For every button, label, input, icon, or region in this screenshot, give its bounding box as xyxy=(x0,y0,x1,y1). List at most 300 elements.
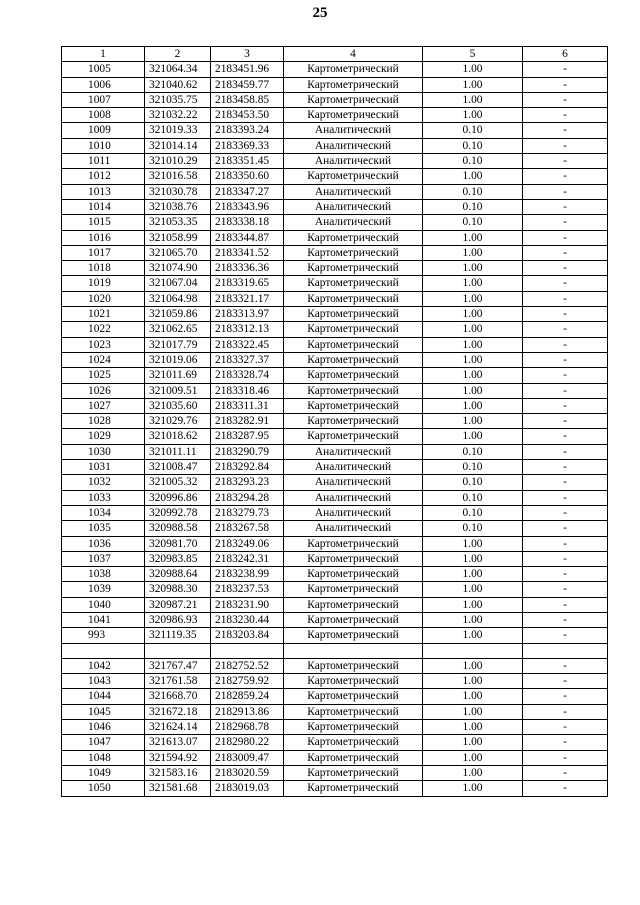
method-cell: Картометрический xyxy=(284,322,423,337)
note-cell: - xyxy=(523,352,608,367)
accuracy-cell: 1.00 xyxy=(423,781,523,796)
accuracy-cell: 1.00 xyxy=(423,368,523,383)
x-coordinate-cell: 321064.34 xyxy=(145,62,211,77)
x-coordinate-cell: 321029.76 xyxy=(145,414,211,429)
x-coordinate-cell: 321594.92 xyxy=(145,750,211,765)
note-cell: - xyxy=(523,368,608,383)
x-coordinate-cell: 321011.11 xyxy=(145,444,211,459)
table-row xyxy=(62,628,608,643)
method-cell: Картометрический xyxy=(284,368,423,383)
table-row xyxy=(62,704,608,719)
x-coordinate-cell: 321613.07 xyxy=(145,735,211,750)
x-coordinate-cell: 321064.98 xyxy=(145,291,211,306)
table-header xyxy=(62,47,608,62)
accuracy-cell: 1.00 xyxy=(423,750,523,765)
y-coordinate-cell: 2183287.95 xyxy=(211,429,284,444)
method-cell: Картометрический xyxy=(284,658,423,673)
note-cell: - xyxy=(523,154,608,169)
table-row xyxy=(62,505,608,520)
note-cell: - xyxy=(523,658,608,673)
point-number-cell: 1014 xyxy=(62,199,145,214)
table-row xyxy=(62,643,608,658)
point-number-cell: 1043 xyxy=(62,674,145,689)
accuracy-cell: 1.00 xyxy=(423,582,523,597)
x-coordinate-cell: 321581.68 xyxy=(145,781,211,796)
note-cell: - xyxy=(523,781,608,796)
point-number-cell: 1050 xyxy=(62,781,145,796)
x-coordinate-cell: 320988.64 xyxy=(145,567,211,582)
point-number-cell: 1007 xyxy=(62,92,145,107)
note-cell: - xyxy=(523,720,608,735)
table-row xyxy=(62,536,608,551)
accuracy-cell: 0.10 xyxy=(423,475,523,490)
point-number-cell: 1025 xyxy=(62,368,145,383)
table-row xyxy=(62,750,608,765)
table-body xyxy=(62,62,608,796)
method-cell: Картометрический xyxy=(284,77,423,92)
x-coordinate-cell: 321672.18 xyxy=(145,704,211,719)
table-row xyxy=(62,245,608,260)
note-cell: - xyxy=(523,77,608,92)
note-cell: - xyxy=(523,444,608,459)
table-row xyxy=(62,108,608,123)
method-cell: Аналитический xyxy=(284,490,423,505)
table-row xyxy=(62,199,608,214)
y-coordinate-cell: 2183294.28 xyxy=(211,490,284,505)
point-number-cell: 1029 xyxy=(62,429,145,444)
note-cell: - xyxy=(523,704,608,719)
accuracy-cell: 1.00 xyxy=(423,398,523,413)
accuracy-cell: 1.00 xyxy=(423,291,523,306)
point-number-cell: 1022 xyxy=(62,322,145,337)
method-cell: Аналитический xyxy=(284,138,423,153)
point-number-cell: 1027 xyxy=(62,398,145,413)
point-number-cell: 1032 xyxy=(62,475,145,490)
point-number-cell: 1018 xyxy=(62,261,145,276)
column-header: 5 xyxy=(423,47,523,62)
method-cell: Картометрический xyxy=(284,720,423,735)
note-cell: - xyxy=(523,184,608,199)
point-number-cell: 1047 xyxy=(62,735,145,750)
y-coordinate-cell: 2183292.84 xyxy=(211,460,284,475)
note-cell: - xyxy=(523,582,608,597)
point-number-cell: 1040 xyxy=(62,597,145,612)
note-cell: - xyxy=(523,199,608,214)
note-cell: - xyxy=(523,276,608,291)
point-number-cell: 1041 xyxy=(62,612,145,627)
x-coordinate-cell: 321053.35 xyxy=(145,215,211,230)
note-cell: - xyxy=(523,765,608,780)
point-number-cell: 1039 xyxy=(62,582,145,597)
y-coordinate-cell: 2183282.91 xyxy=(211,414,284,429)
x-coordinate-cell: 321035.60 xyxy=(145,398,211,413)
y-coordinate-cell: 2183344.87 xyxy=(211,230,284,245)
method-cell: Картометрический xyxy=(284,414,423,429)
y-coordinate-cell: 2182968.78 xyxy=(211,720,284,735)
y-coordinate-cell: 2183279.73 xyxy=(211,505,284,520)
point-number-cell: 993 xyxy=(62,628,145,643)
y-coordinate-cell: 2183009.47 xyxy=(211,750,284,765)
point-number-cell: 1038 xyxy=(62,567,145,582)
table-row xyxy=(62,123,608,138)
point-number-cell: 1036 xyxy=(62,536,145,551)
y-coordinate-cell: 2183319.65 xyxy=(211,276,284,291)
method-cell: Картометрический xyxy=(284,352,423,367)
table-row xyxy=(62,276,608,291)
method-cell: Картометрический xyxy=(284,230,423,245)
column-header: 2 xyxy=(145,47,211,62)
y-coordinate-cell: 2183203.84 xyxy=(211,628,284,643)
accuracy-cell: 1.00 xyxy=(423,567,523,582)
y-coordinate-cell: 2183249.06 xyxy=(211,536,284,551)
point-number-cell: 1030 xyxy=(62,444,145,459)
note-cell: - xyxy=(523,750,608,765)
method-cell: Картометрический xyxy=(284,108,423,123)
method-cell: Аналитический xyxy=(284,199,423,214)
accuracy-cell: 0.10 xyxy=(423,184,523,199)
point-number-cell: 1015 xyxy=(62,215,145,230)
x-coordinate-cell: 321008.47 xyxy=(145,460,211,475)
point-number-cell: 1010 xyxy=(62,138,145,153)
note-cell: - xyxy=(523,92,608,107)
point-number-cell: 1049 xyxy=(62,765,145,780)
point-number-cell: 1005 xyxy=(62,62,145,77)
y-coordinate-cell: 2183451.96 xyxy=(211,62,284,77)
note-cell: - xyxy=(523,230,608,245)
y-coordinate-cell: 2183350.60 xyxy=(211,169,284,184)
method-cell: Картометрический xyxy=(284,291,423,306)
table-row xyxy=(62,444,608,459)
note-cell: - xyxy=(523,245,608,260)
y-coordinate-cell: 2183369.33 xyxy=(211,138,284,153)
method-cell: Картометрический xyxy=(284,781,423,796)
x-coordinate-cell: 321009.51 xyxy=(145,383,211,398)
note-cell: - xyxy=(523,307,608,322)
note-cell: - xyxy=(523,322,608,337)
x-coordinate-cell: 320996.86 xyxy=(145,490,211,505)
note-cell: - xyxy=(523,567,608,582)
method-cell: Картометрический xyxy=(284,92,423,107)
note-cell: - xyxy=(523,475,608,490)
table-row xyxy=(62,735,608,750)
x-coordinate-cell: 321058.99 xyxy=(145,230,211,245)
x-coordinate-cell: 321010.29 xyxy=(145,154,211,169)
x-coordinate-cell: 320992.78 xyxy=(145,505,211,520)
accuracy-cell: 1.00 xyxy=(423,429,523,444)
column-header: 4 xyxy=(284,47,423,62)
accuracy-cell: 0.10 xyxy=(423,138,523,153)
x-coordinate-cell: 321119.35 xyxy=(145,628,211,643)
method-cell: Картометрический xyxy=(284,735,423,750)
table-row xyxy=(62,674,608,689)
accuracy-cell: 0.10 xyxy=(423,154,523,169)
y-coordinate-cell: 2183231.90 xyxy=(211,597,284,612)
method-cell: Картометрический xyxy=(284,750,423,765)
note-cell: - xyxy=(523,169,608,184)
y-coordinate-cell: 2182859.24 xyxy=(211,689,284,704)
method-cell: Картометрический xyxy=(284,398,423,413)
table-row xyxy=(62,307,608,322)
note-cell: - xyxy=(523,383,608,398)
table-row xyxy=(62,781,608,796)
x-coordinate-cell: 321761.58 xyxy=(145,674,211,689)
x-coordinate-cell: 321011.69 xyxy=(145,368,211,383)
method-cell: Картометрический xyxy=(284,261,423,276)
table-row xyxy=(62,475,608,490)
note-cell: - xyxy=(523,612,608,627)
point-number-cell: 1013 xyxy=(62,184,145,199)
method-cell: Картометрический xyxy=(284,612,423,627)
table-row xyxy=(62,383,608,398)
point-number-cell: 1045 xyxy=(62,704,145,719)
x-coordinate-cell: 321668.70 xyxy=(145,689,211,704)
x-coordinate-cell: 320988.58 xyxy=(145,521,211,536)
note-cell: - xyxy=(523,123,608,138)
note-cell: - xyxy=(523,108,608,123)
table-row xyxy=(62,138,608,153)
table-row xyxy=(62,567,608,582)
y-coordinate-cell: 2182913.86 xyxy=(211,704,284,719)
x-coordinate-cell: 320981.70 xyxy=(145,536,211,551)
note-cell: - xyxy=(523,398,608,413)
note-cell: - xyxy=(523,674,608,689)
accuracy-cell: 1.00 xyxy=(423,383,523,398)
accuracy-cell: 0.10 xyxy=(423,505,523,520)
table-row xyxy=(62,77,608,92)
x-coordinate-cell: 321019.06 xyxy=(145,352,211,367)
accuracy-cell: 1.00 xyxy=(423,352,523,367)
accuracy-cell: 1.00 xyxy=(423,720,523,735)
note-cell: - xyxy=(523,551,608,566)
point-number-cell: 1033 xyxy=(62,490,145,505)
table-row xyxy=(62,337,608,352)
point-number-cell: 1048 xyxy=(62,750,145,765)
accuracy-cell: 0.10 xyxy=(423,460,523,475)
method-cell: Аналитический xyxy=(284,123,423,138)
point-number-cell: 1023 xyxy=(62,337,145,352)
point-number-cell: 1021 xyxy=(62,307,145,322)
method-cell: Картометрический xyxy=(284,536,423,551)
point-number-cell: 1011 xyxy=(62,154,145,169)
method-cell: Картометрический xyxy=(284,689,423,704)
method-cell: Картометрический xyxy=(284,62,423,77)
x-coordinate-cell: 321624.14 xyxy=(145,720,211,735)
accuracy-cell: 1.00 xyxy=(423,414,523,429)
method-cell: Аналитический xyxy=(284,475,423,490)
x-coordinate-cell: 321065.70 xyxy=(145,245,211,260)
coordinates-table xyxy=(61,46,608,797)
table-row xyxy=(62,582,608,597)
note-cell: - xyxy=(523,414,608,429)
point-number-cell xyxy=(62,643,145,658)
y-coordinate-cell: 2183313.97 xyxy=(211,307,284,322)
note-cell: - xyxy=(523,261,608,276)
method-cell: Картометрический xyxy=(284,674,423,689)
accuracy-cell: 1.00 xyxy=(423,658,523,673)
x-coordinate-cell: 321030.78 xyxy=(145,184,211,199)
y-coordinate-cell: 2183351.45 xyxy=(211,154,284,169)
x-coordinate-cell: 321005.32 xyxy=(145,475,211,490)
accuracy-cell: 0.10 xyxy=(423,199,523,214)
note-cell: - xyxy=(523,291,608,306)
x-coordinate-cell: 321016.58 xyxy=(145,169,211,184)
method-cell: Картометрический xyxy=(284,276,423,291)
x-coordinate-cell: 320983.85 xyxy=(145,551,211,566)
x-coordinate-cell: 321067.04 xyxy=(145,276,211,291)
y-coordinate-cell: 2183311.31 xyxy=(211,398,284,413)
note-cell: - xyxy=(523,460,608,475)
method-cell xyxy=(284,643,423,658)
table-row xyxy=(62,658,608,673)
x-coordinate-cell: 321767.47 xyxy=(145,658,211,673)
x-coordinate-cell: 320987.21 xyxy=(145,597,211,612)
accuracy-cell: 1.00 xyxy=(423,261,523,276)
point-number-cell: 1019 xyxy=(62,276,145,291)
y-coordinate-cell: 2183322.45 xyxy=(211,337,284,352)
y-coordinate-cell: 2183318.46 xyxy=(211,383,284,398)
method-cell: Аналитический xyxy=(284,460,423,475)
accuracy-cell: 1.00 xyxy=(423,322,523,337)
table-row xyxy=(62,597,608,612)
point-number-cell: 1006 xyxy=(62,77,145,92)
method-cell: Картометрический xyxy=(284,567,423,582)
y-coordinate-cell: 2183459.77 xyxy=(211,77,284,92)
point-number-cell: 1031 xyxy=(62,460,145,475)
y-coordinate-cell: 2183338.18 xyxy=(211,215,284,230)
table-row xyxy=(62,689,608,704)
note-cell: - xyxy=(523,215,608,230)
table-row xyxy=(62,322,608,337)
y-coordinate-cell: 2183328.74 xyxy=(211,368,284,383)
x-coordinate-cell: 321583.16 xyxy=(145,765,211,780)
table-row xyxy=(62,261,608,276)
point-number-cell: 1024 xyxy=(62,352,145,367)
accuracy-cell: 1.00 xyxy=(423,276,523,291)
point-number-cell: 1034 xyxy=(62,505,145,520)
table-row xyxy=(62,352,608,367)
table-row xyxy=(62,368,608,383)
table-row xyxy=(62,551,608,566)
x-coordinate-cell: 320986.93 xyxy=(145,612,211,627)
accuracy-cell: 1.00 xyxy=(423,92,523,107)
y-coordinate-cell: 2183458.85 xyxy=(211,92,284,107)
point-number-cell: 1044 xyxy=(62,689,145,704)
note-cell: - xyxy=(523,689,608,704)
header-row xyxy=(62,47,608,62)
x-coordinate-cell: 321038.76 xyxy=(145,199,211,214)
point-number-cell: 1016 xyxy=(62,230,145,245)
method-cell: Аналитический xyxy=(284,521,423,536)
note-cell: - xyxy=(523,628,608,643)
y-coordinate-cell: 2183230.44 xyxy=(211,612,284,627)
note-cell: - xyxy=(523,138,608,153)
table-row xyxy=(62,720,608,735)
method-cell: Картометрический xyxy=(284,628,423,643)
accuracy-cell: 1.00 xyxy=(423,765,523,780)
note-cell: - xyxy=(523,597,608,612)
accuracy-cell: 0.10 xyxy=(423,444,523,459)
table-row xyxy=(62,230,608,245)
point-number-cell: 1035 xyxy=(62,521,145,536)
table-row xyxy=(62,460,608,475)
accuracy-cell: 1.00 xyxy=(423,628,523,643)
y-coordinate-cell: 2183020.59 xyxy=(211,765,284,780)
y-coordinate-cell: 2183293.23 xyxy=(211,475,284,490)
point-number-cell: 1008 xyxy=(62,108,145,123)
x-coordinate-cell: 321074.90 xyxy=(145,261,211,276)
note-cell xyxy=(523,643,608,658)
method-cell: Картометрический xyxy=(284,704,423,719)
note-cell: - xyxy=(523,536,608,551)
y-coordinate-cell: 2182980.22 xyxy=(211,735,284,750)
y-coordinate-cell: 2183019.03 xyxy=(211,781,284,796)
method-cell: Картометрический xyxy=(284,429,423,444)
table-row xyxy=(62,154,608,169)
note-cell: - xyxy=(523,429,608,444)
y-coordinate-cell: 2183312.13 xyxy=(211,322,284,337)
column-header: 1 xyxy=(62,47,145,62)
method-cell: Картометрический xyxy=(284,597,423,612)
y-coordinate-cell: 2183321.17 xyxy=(211,291,284,306)
page-number: 25 xyxy=(312,5,328,21)
note-cell: - xyxy=(523,521,608,536)
accuracy-cell: 1.00 xyxy=(423,735,523,750)
y-coordinate-cell: 2183336.36 xyxy=(211,261,284,276)
point-number-cell: 1037 xyxy=(62,551,145,566)
accuracy-cell: 1.00 xyxy=(423,551,523,566)
table-row xyxy=(62,612,608,627)
x-coordinate-cell: 321059.86 xyxy=(145,307,211,322)
method-cell: Аналитический xyxy=(284,184,423,199)
y-coordinate-cell: 2183393.24 xyxy=(211,123,284,138)
note-cell: - xyxy=(523,490,608,505)
accuracy-cell: 1.00 xyxy=(423,77,523,92)
table-row xyxy=(62,414,608,429)
method-cell: Картометрический xyxy=(284,337,423,352)
accuracy-cell: 1.00 xyxy=(423,62,523,77)
x-coordinate-cell: 321017.79 xyxy=(145,337,211,352)
y-coordinate-cell xyxy=(211,643,284,658)
x-coordinate-cell: 321040.62 xyxy=(145,77,211,92)
y-coordinate-cell: 2183237.53 xyxy=(211,582,284,597)
y-coordinate-cell: 2183453.50 xyxy=(211,108,284,123)
accuracy-cell: 1.00 xyxy=(423,689,523,704)
x-coordinate-cell: 321014.14 xyxy=(145,138,211,153)
accuracy-cell: 1.00 xyxy=(423,597,523,612)
table-row xyxy=(62,765,608,780)
column-header: 6 xyxy=(523,47,608,62)
accuracy-cell: 1.00 xyxy=(423,674,523,689)
accuracy-cell: 1.00 xyxy=(423,245,523,260)
accuracy-cell: 1.00 xyxy=(423,704,523,719)
table-row xyxy=(62,215,608,230)
y-coordinate-cell: 2182759.92 xyxy=(211,674,284,689)
point-number-cell: 1009 xyxy=(62,123,145,138)
table-row xyxy=(62,429,608,444)
note-cell: - xyxy=(523,735,608,750)
table-row xyxy=(62,521,608,536)
point-number-cell: 1017 xyxy=(62,245,145,260)
table-row xyxy=(62,490,608,505)
x-coordinate-cell: 321035.75 xyxy=(145,92,211,107)
method-cell: Картометрический xyxy=(284,169,423,184)
point-number-cell: 1012 xyxy=(62,169,145,184)
accuracy-cell: 1.00 xyxy=(423,307,523,322)
method-cell: Аналитический xyxy=(284,215,423,230)
accuracy-cell: 1.00 xyxy=(423,230,523,245)
accuracy-cell: 1.00 xyxy=(423,108,523,123)
y-coordinate-cell: 2183341.52 xyxy=(211,245,284,260)
